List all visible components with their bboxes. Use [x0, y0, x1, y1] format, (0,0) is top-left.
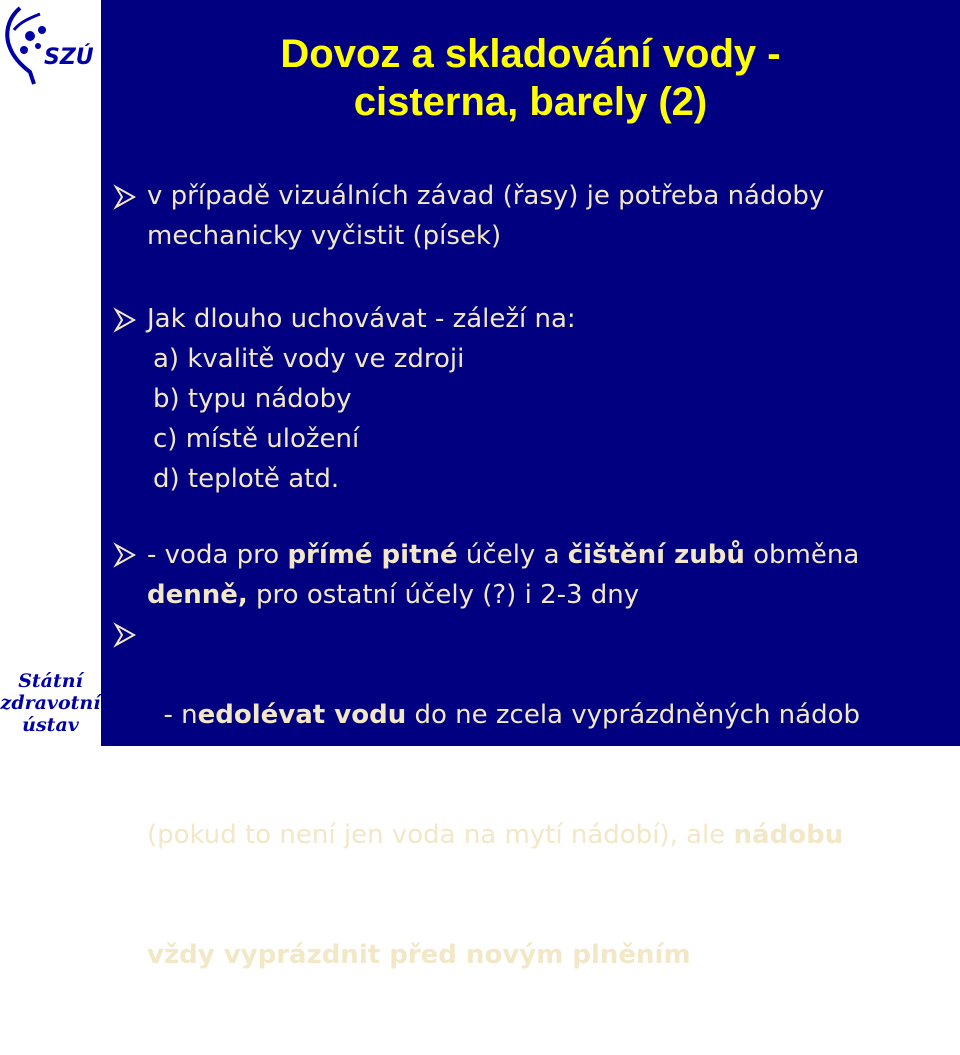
arrow-bullet-icon [112, 184, 138, 210]
list-item: d) teplotě atd. [153, 464, 340, 494]
bullet-drinking-water: - voda pro přímé pitné účely a čištění zubů obměna denně, pro ostatní účely (?) i 2-3 dny [147, 540, 860, 610]
list-item: a) kvalitě vody ve zdroji [153, 344, 465, 374]
arrow-bullet-icon [112, 542, 138, 568]
szu-logo-icon [0, 0, 96, 90]
list-item: c) místě uložení [153, 424, 360, 454]
slide-content [101, 0, 960, 970]
sidebar [0, 0, 101, 746]
list-item: b) typu nádoby [153, 384, 352, 414]
logo-text: SZÚ [44, 45, 94, 70]
bullet-refilling: - nedolévat vodu do ne zcela vyprázdněných nádob (pokud to není jen voda na mytí nádobí), ale nádobu vždy vyprázdnit před novým plněním [147, 700, 861, 970]
arrow-bullet-icon [112, 307, 138, 333]
bullet-storage-duration: Jak dlouho uchovávat - záleží na: [147, 304, 576, 334]
arrow-bullet-icon [112, 622, 138, 648]
organization-name: Státní zdravotní ústav [0, 670, 101, 736]
bullet-cleaning: v případě vizuálních závad (řasy) je potřeba nádoby mechanicky vyčistit (písek) [147, 181, 825, 251]
slide-title: Dovoz a skladování vody - cisterna, barely (2) [280, 32, 781, 124]
